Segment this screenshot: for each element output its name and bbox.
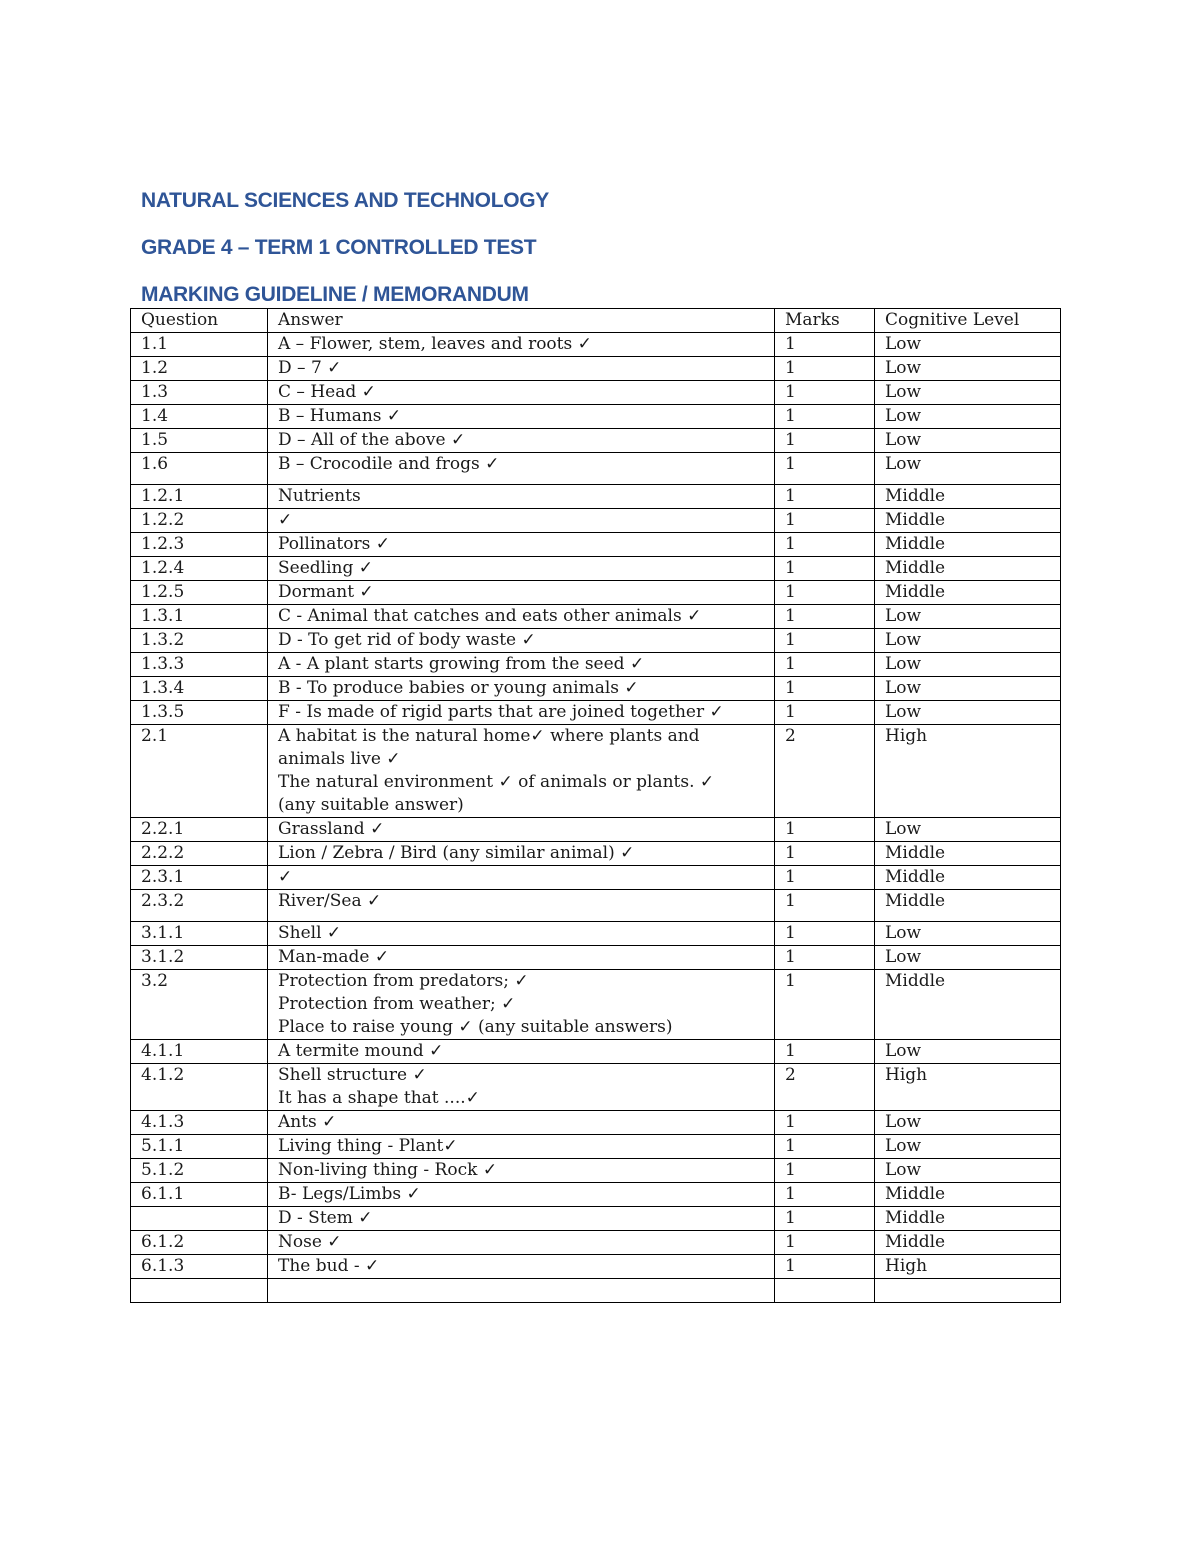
cell-question: 1.2.2	[131, 509, 268, 533]
cell-marks: 1	[775, 677, 875, 701]
cell-answer: The bud - ✓	[268, 1255, 775, 1279]
table-row	[131, 970, 1061, 1040]
cell-marks: 1	[775, 701, 875, 725]
cell-answer: Man-made ✓	[268, 946, 775, 970]
table-row	[131, 381, 1061, 405]
cell-answer: B – Crocodile and frogs ✓	[268, 453, 775, 485]
cell-answer: ✓	[268, 509, 775, 533]
cell-cognitive-level: Low	[875, 629, 1061, 653]
cell-answer: Seedling ✓	[268, 557, 775, 581]
cell-question: 1.2.5	[131, 581, 268, 605]
cell-marks: 2	[775, 1064, 875, 1111]
cell-cognitive-level: Middle	[875, 533, 1061, 557]
table-row	[131, 605, 1061, 629]
table-row	[131, 946, 1061, 970]
cell-answer: A – Flower, stem, leaves and roots ✓	[268, 333, 775, 357]
cell-question: 3.1.2	[131, 946, 268, 970]
cell-marks: 1	[775, 1111, 875, 1135]
cell-answer: D - Stem ✓	[268, 1207, 775, 1231]
cell-question: 1.3	[131, 381, 268, 405]
cell-question: 2.2.2	[131, 842, 268, 866]
cell-question: 1.5	[131, 429, 268, 453]
cell-answer: Grassland ✓	[268, 818, 775, 842]
cell-answer: A habitat is the natural home✓ where plants and animals live ✓ The natural environment ✓ of animals or plants. ✓ (any suitable answer)	[268, 725, 775, 818]
table-row	[131, 1207, 1061, 1231]
cell-question: 6.1.1	[131, 1183, 268, 1207]
cell-cognitive-level: Middle	[875, 866, 1061, 890]
table-row	[131, 429, 1061, 453]
table-row	[131, 922, 1061, 946]
cell-marks: 1	[775, 842, 875, 866]
table-row	[131, 533, 1061, 557]
table-row	[131, 653, 1061, 677]
cell-question: 6.1.2	[131, 1231, 268, 1255]
cell-answer: Non-living thing - Rock ✓	[268, 1159, 775, 1183]
table-row	[131, 453, 1061, 485]
cell-question: 1.4	[131, 405, 268, 429]
cell-cognitive-level: Low	[875, 1040, 1061, 1064]
table-row	[131, 509, 1061, 533]
cell-marks: 1	[775, 405, 875, 429]
cell-marks: 1	[775, 533, 875, 557]
cell-answer: D – 7 ✓	[268, 357, 775, 381]
cell-answer: Ants ✓	[268, 1111, 775, 1135]
cell-cognitive-level: Low	[875, 677, 1061, 701]
cell-marks: 1	[775, 485, 875, 509]
cell-marks: 1	[775, 1207, 875, 1231]
cell-cognitive-level: Middle	[875, 509, 1061, 533]
table-row	[131, 725, 1061, 818]
cell-cognitive-level: Low	[875, 405, 1061, 429]
cell-question: 1.6	[131, 453, 268, 485]
marking-table	[130, 308, 1061, 1303]
cell-answer: C - Animal that catches and eats other animals ✓	[268, 605, 775, 629]
cell-marks: 1	[775, 866, 875, 890]
cell-answer: B- Legs/Limbs ✓	[268, 1183, 775, 1207]
cell-marks: 2	[775, 725, 875, 818]
cell-cognitive-level	[875, 1279, 1061, 1303]
cell-answer: River/Sea ✓	[268, 890, 775, 922]
cell-cognitive-level: High	[875, 725, 1061, 818]
cell-answer: F - Is made of rigid parts that are joined together ✓	[268, 701, 775, 725]
cell-answer	[268, 1279, 775, 1303]
table-row	[131, 866, 1061, 890]
cell-marks: 1	[775, 333, 875, 357]
table-row	[131, 1183, 1061, 1207]
cell-answer: Dormant ✓	[268, 581, 775, 605]
cell-cognitive-level: Low	[875, 381, 1061, 405]
cell-cognitive-level: Middle	[875, 1183, 1061, 1207]
cell-answer: Living thing - Plant✓	[268, 1135, 775, 1159]
cell-marks: 1	[775, 922, 875, 946]
cell-cognitive-level: Low	[875, 605, 1061, 629]
memo-title: MARKING GUIDELINE / MEMORANDUM	[141, 283, 529, 306]
cell-marks: 1	[775, 970, 875, 1040]
cell-answer: Nose ✓	[268, 1231, 775, 1255]
cell-cognitive-level: Middle	[875, 970, 1061, 1040]
cell-cognitive-level: Low	[875, 1159, 1061, 1183]
cell-marks: 1	[775, 429, 875, 453]
cell-answer: B - To produce babies or young animals ✓	[268, 677, 775, 701]
cell-answer: C – Head ✓	[268, 381, 775, 405]
cell-marks: 1	[775, 818, 875, 842]
cell-marks: 1	[775, 381, 875, 405]
cell-question: 1.3.1	[131, 605, 268, 629]
cell-marks: 1	[775, 946, 875, 970]
table-row	[131, 1255, 1061, 1279]
header-marks: Marks	[775, 309, 875, 333]
cell-question: 1.2.4	[131, 557, 268, 581]
cell-answer: ✓	[268, 866, 775, 890]
cell-cognitive-level: High	[875, 1064, 1061, 1111]
cell-marks: 1	[775, 1183, 875, 1207]
cell-answer: Shell ✓	[268, 922, 775, 946]
cell-answer: D – All of the above ✓	[268, 429, 775, 453]
cell-answer: Lion / Zebra / Bird (any similar animal) ✓	[268, 842, 775, 866]
table-row	[131, 818, 1061, 842]
cell-marks: 1	[775, 605, 875, 629]
table-row	[131, 1279, 1061, 1303]
cell-cognitive-level: Low	[875, 701, 1061, 725]
cell-question: 4.1.3	[131, 1111, 268, 1135]
cell-question: 4.1.1	[131, 1040, 268, 1064]
test-title: GRADE 4 – TERM 1 CONTROLLED TEST	[141, 236, 537, 259]
cell-marks: 1	[775, 557, 875, 581]
cell-cognitive-level: Middle	[875, 581, 1061, 605]
cell-marks: 1	[775, 1040, 875, 1064]
table-row	[131, 485, 1061, 509]
cell-cognitive-level: Low	[875, 922, 1061, 946]
table-row	[131, 701, 1061, 725]
cell-question: 1.2	[131, 357, 268, 381]
table-row	[131, 629, 1061, 653]
cell-question: 1.1	[131, 333, 268, 357]
cell-cognitive-level: Middle	[875, 1207, 1061, 1231]
cell-cognitive-level: Low	[875, 1135, 1061, 1159]
table-row	[131, 1231, 1061, 1255]
cell-cognitive-level: Low	[875, 946, 1061, 970]
header-cognitive-level: Cognitive Level	[875, 309, 1061, 333]
cell-marks: 1	[775, 581, 875, 605]
cell-question: 2.3.1	[131, 866, 268, 890]
cell-marks: 1	[775, 1231, 875, 1255]
cell-answer: D - To get rid of body waste ✓	[268, 629, 775, 653]
cell-question: 6.1.3	[131, 1255, 268, 1279]
table-row	[131, 842, 1061, 866]
table-row	[131, 1111, 1061, 1135]
cell-question: 3.2	[131, 970, 268, 1040]
cell-question: 2.2.1	[131, 818, 268, 842]
cell-marks	[775, 1279, 875, 1303]
cell-cognitive-level: Middle	[875, 842, 1061, 866]
cell-cognitive-level: Low	[875, 653, 1061, 677]
cell-question: 5.1.1	[131, 1135, 268, 1159]
table-row	[131, 890, 1061, 922]
table-body	[131, 333, 1061, 1303]
cell-answer: Nutrients	[268, 485, 775, 509]
cell-cognitive-level: Low	[875, 818, 1061, 842]
cell-cognitive-level: Low	[875, 429, 1061, 453]
cell-marks: 1	[775, 629, 875, 653]
table-row	[131, 677, 1061, 701]
cell-cognitive-level: Middle	[875, 1231, 1061, 1255]
document-title: NATURAL SCIENCES AND TECHNOLOGY	[141, 189, 549, 212]
header-answer: Answer	[268, 309, 775, 333]
table-row	[131, 357, 1061, 381]
cell-question: 1.3.3	[131, 653, 268, 677]
table-row	[131, 1040, 1061, 1064]
cell-marks: 1	[775, 357, 875, 381]
cell-cognitive-level: High	[875, 1255, 1061, 1279]
cell-question: 1.2.1	[131, 485, 268, 509]
table-row	[131, 1159, 1061, 1183]
cell-question: 3.1.1	[131, 922, 268, 946]
cell-answer: Pollinators ✓	[268, 533, 775, 557]
cell-marks: 1	[775, 1159, 875, 1183]
cell-question: 1.3.4	[131, 677, 268, 701]
cell-marks: 1	[775, 1255, 875, 1279]
cell-cognitive-level: Middle	[875, 485, 1061, 509]
cell-answer: Shell structure ✓ It has a shape that ....✓	[268, 1064, 775, 1111]
table-row	[131, 333, 1061, 357]
cell-cognitive-level: Low	[875, 333, 1061, 357]
cell-question: 1.2.3	[131, 533, 268, 557]
cell-question: 5.1.2	[131, 1159, 268, 1183]
cell-question: 1.3.2	[131, 629, 268, 653]
cell-question: 2.1	[131, 725, 268, 818]
cell-question: 1.3.5	[131, 701, 268, 725]
table-row	[131, 1064, 1061, 1111]
table-row	[131, 405, 1061, 429]
cell-marks: 1	[775, 453, 875, 485]
cell-question: 2.3.2	[131, 890, 268, 922]
cell-cognitive-level: Middle	[875, 890, 1061, 922]
cell-question	[131, 1279, 268, 1303]
cell-answer: A - A plant starts growing from the seed ✓	[268, 653, 775, 677]
cell-answer: B – Humans ✓	[268, 405, 775, 429]
cell-question: 4.1.2	[131, 1064, 268, 1111]
cell-cognitive-level: Low	[875, 357, 1061, 381]
cell-answer: Protection from predators; ✓ Protection from weather; ✓ Place to raise young ✓ (any suitable answers)	[268, 970, 775, 1040]
table-row	[131, 557, 1061, 581]
cell-marks: 1	[775, 890, 875, 922]
cell-marks: 1	[775, 1135, 875, 1159]
cell-marks: 1	[775, 653, 875, 677]
cell-cognitive-level: Low	[875, 1111, 1061, 1135]
cell-cognitive-level: Low	[875, 453, 1061, 485]
cell-marks: 1	[775, 509, 875, 533]
table-row	[131, 581, 1061, 605]
cell-question	[131, 1207, 268, 1231]
header-question: Question	[131, 309, 268, 333]
table-row	[131, 1135, 1061, 1159]
table-header-row	[131, 309, 1061, 333]
cell-cognitive-level: Middle	[875, 557, 1061, 581]
cell-answer: A termite mound ✓	[268, 1040, 775, 1064]
